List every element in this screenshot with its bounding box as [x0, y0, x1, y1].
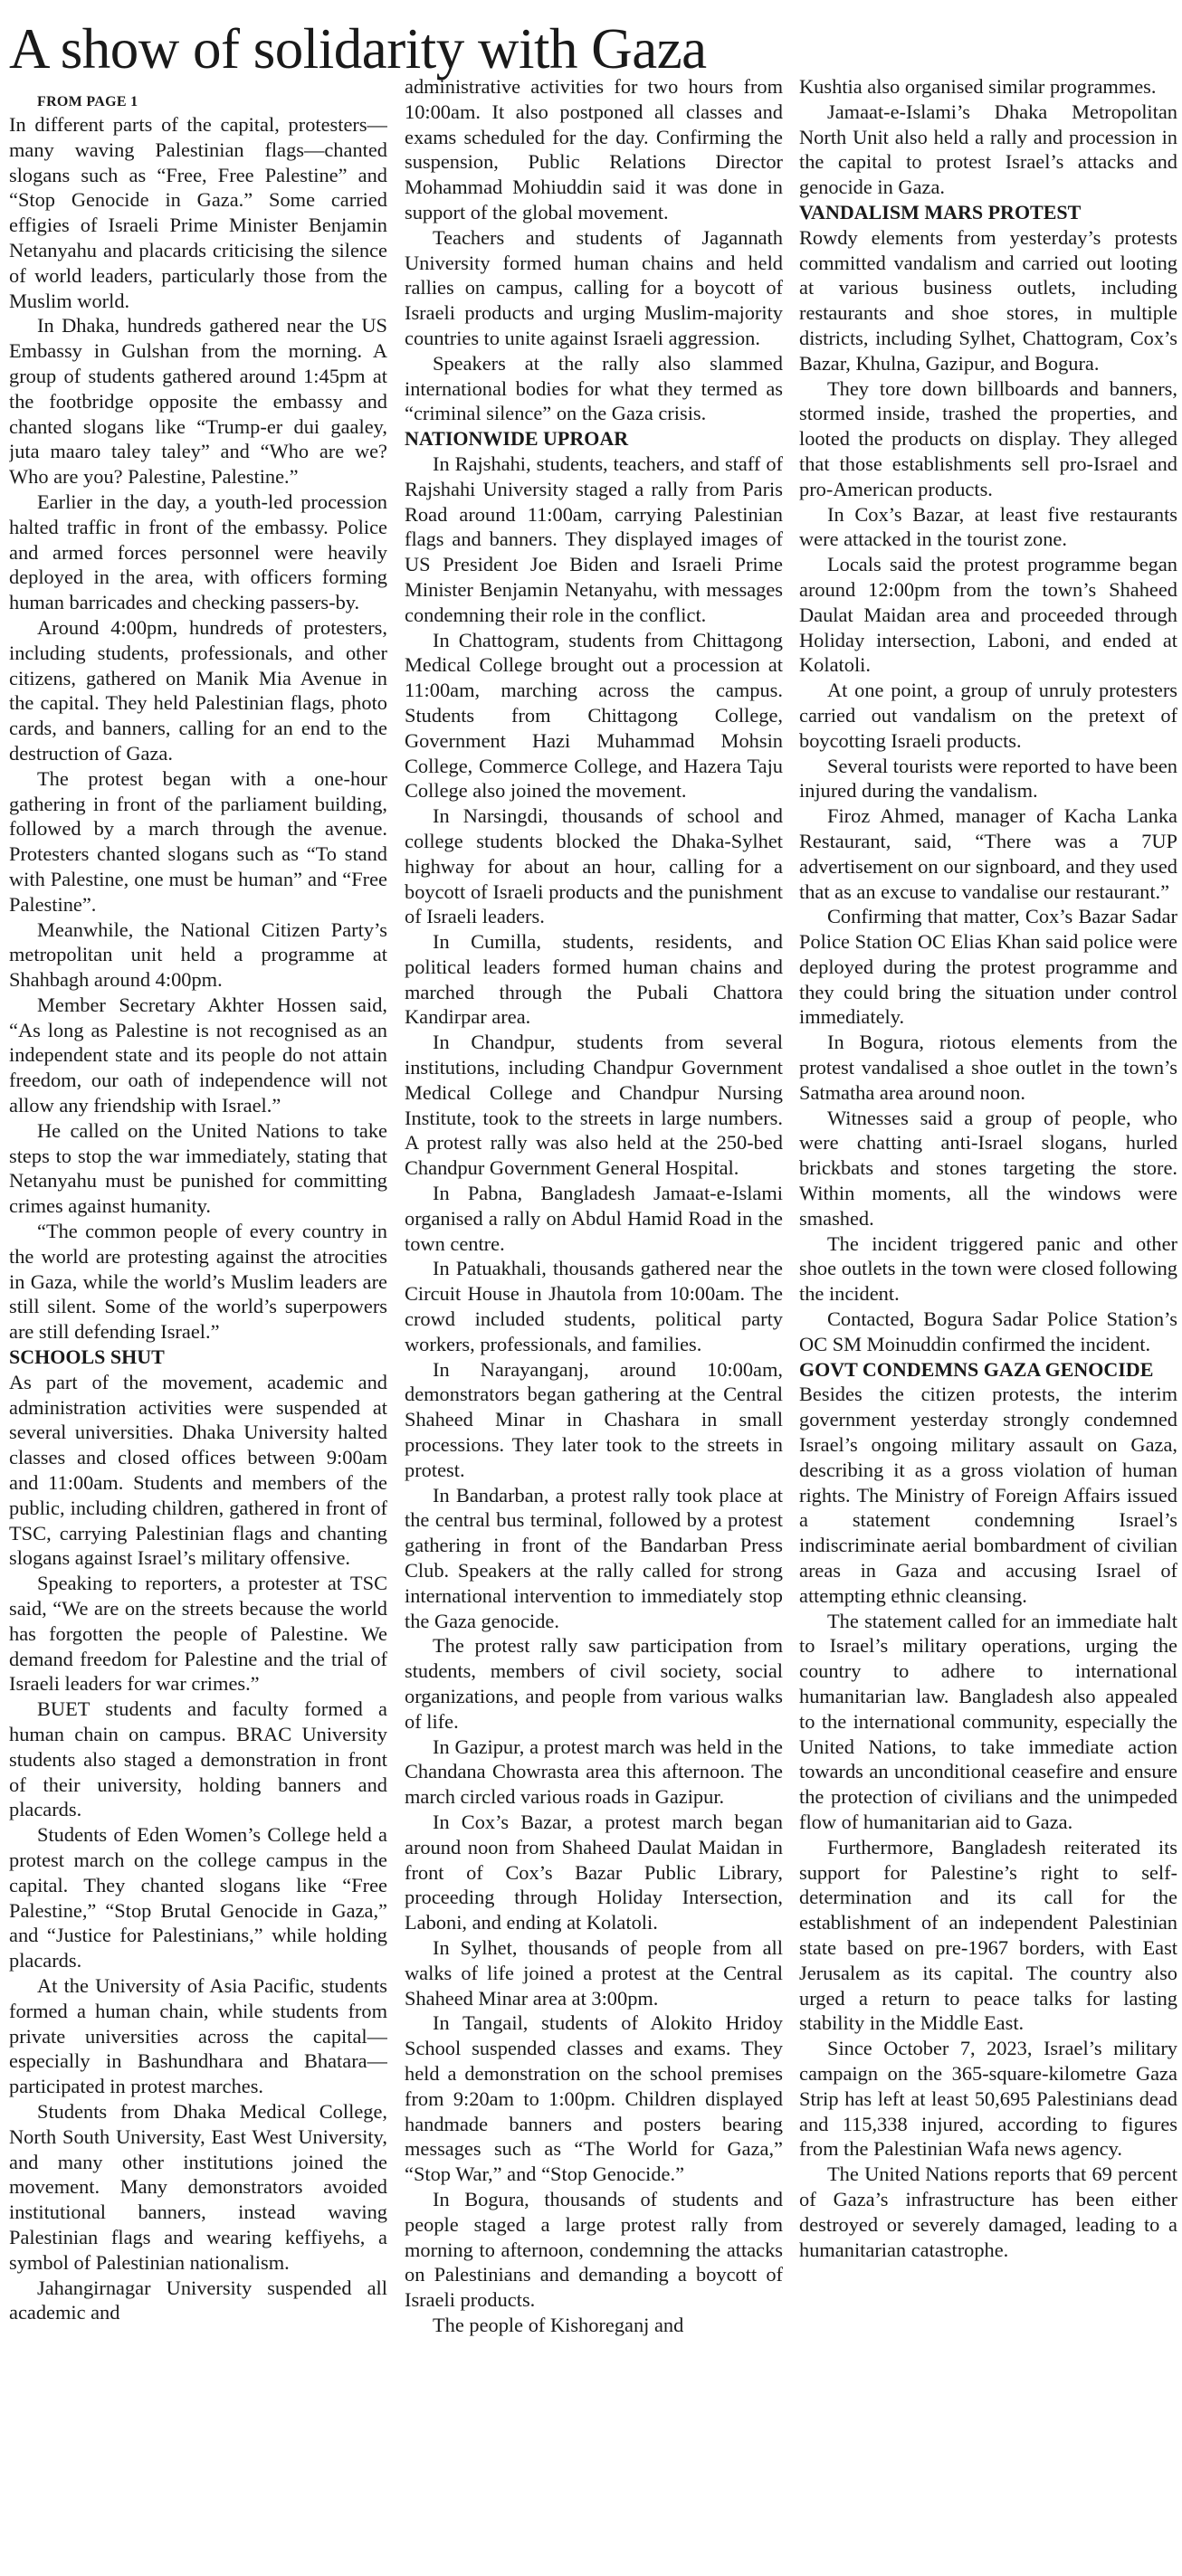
paragraph: Jahangirnagar University suspended all academic and	[9, 2276, 387, 2324]
paragraph: In different parts of the capital, protesters—many waving Palestinian flags—chanted slogans such as “Free, Free Palestine” and “Stop Genocide in Gaza.” Some carried effigies of Israeli Prime Minister Benjamin Netanyahu and placards criticising the silence of world leaders, particularly those from the Muslim world.	[9, 113, 387, 312]
paragraph: In Bandarban, a protest rally took place at the central bus terminal, followed by a protest gathering in front of the Bandarban Press Club. Speakers at the rally called for strong international intervention to immediately stop the Gaza genocide.	[405, 1483, 783, 1632]
paragraph: Kushtia also organised similar programmes.	[799, 75, 1157, 98]
column-1	[9, 94, 387, 2571]
paragraph: Witnesses said a group of people, who were chatting anti-Israel slogans, hurled brickbats and stones targeting the store. Within moments, all the windows were smashed.	[799, 1106, 1177, 1230]
paragraph: Speakers at the rally also slammed international bodies for what they termed as “criminal silence” on the Gaza crisis.	[405, 351, 783, 425]
paragraph: In Bogura, thousands of students and people staged a large protest rally from morning to afternoon, condemning the attacks on Palestinians and demanding a boycott of Israeli products.	[405, 2187, 783, 2312]
paragraph: In Rajshahi, students, teachers, and staff of Rajshahi University staged a rally from Paris Road around 11:00am, carrying Palestinian flags and banners. They displayed images of US President Joe Biden and Israeli Prime Minister Benjamin Netanyahu, with messages condemning their role in the conflict.	[405, 452, 783, 626]
paragraph: Since October 7, 2023, Israel’s military campaign on the 365-square-kilometre Gaza Strip has left at least 50,695 Palestinians dead and 115,338 injured, according to figures from the Palestinian Wafa news agency.	[799, 2037, 1177, 2161]
paragraph: The protest rally saw participation from students, members of civil society, social organizations, and people from various walks of life.	[405, 1634, 783, 1733]
paragraph: Member Secretary Akhter Hossen said, “As long as Palestine is not recognised as an independent state and its people do not attain freedom, our oath of independence will not allow any friendship with Israel.”	[9, 993, 387, 1117]
headline: A show of solidarity with Gaza	[9, 17, 707, 81]
paragraph: Speaking to reporters, a protester at TSC said, “We are on the streets because the world has forgotten the people of Palestine. We demand freedom for Palestine and the trial of Israeli leaders for war crimes.”	[9, 1572, 387, 1696]
kicker: FROM PAGE 1	[37, 94, 138, 109]
paragraph: In Tangail, students of Alokito Hridoy School suspended classes and exams. They held a demonstration on the school premises from 9:20am to 1:00pm. Children displayed handmade banners and posters bearing messages such as “The World for Gaza,” “Stop War,” and “Stop Genocide.”	[405, 2011, 783, 2186]
paragraph: Around 4:00pm, hundreds of protesters, including students, professionals, and other citizens, gathered on Manik Mia Avenue in the capital. They held Palestinian flags, photo cards, and banners, calling for an end to the destruction of Gaza.	[9, 615, 387, 765]
paragraph: In Chandpur, students from several institutions, including Chandpur Government Medical College and Chandpur Nursing Institute, took to the streets in large numbers. A protest rally was also held at the 250-bed Chandpur Government General Hospital.	[405, 1031, 783, 1180]
paragraph: In Bogura, riotous elements from the protest vandalised a shoe outlet in the town’s Satmatha area around noon.	[799, 1031, 1177, 1104]
paragraph: BUET students and faculty formed a human chain on campus. BRAC University students also staged a demonstration in front of their university, holding banners and placards.	[9, 1697, 387, 1821]
paragraph: In Narsingdi, thousands of school and college students blocked the Dhaka-Sylhet highway for about an hour, calling for a boycott of Israeli products and the punishment of Israeli leaders.	[405, 804, 783, 928]
paragraph: In Cumilla, students, residents, and political leaders formed human chains and marched through the Pubali Chattora Kandirpar area.	[405, 930, 783, 1029]
paragraph: In Cox’s Bazar, a protest march began around noon from Shaheed Daulat Maidan in front of Cox’s Bazar Public Library, proceeding through Holiday Intersection, Laboni, and ending at Kolatoli.	[405, 1810, 783, 1934]
paragraph: Firoz Ahmed, manager of Kacha Lanka Restaurant, said, “There was a 7UP advertisement on our signboard, and they used that as an excuse to vandalise our restaurant.”	[799, 804, 1177, 903]
subhead: GOVT CONDEMNS GAZA GENOCIDE	[799, 1357, 1154, 1381]
paragraph: At one point, a group of unruly protesters carried out vandalism on the pretext of boycotting Israeli products.	[799, 679, 1177, 752]
subhead: VANDALISM MARS PROTEST	[799, 200, 1082, 223]
paragraph: The statement called for an immediate halt to Israel’s military operations, urging the country to adhere to international humanitarian law. Bangladesh also appealed to the international community, especially the United Nations, to take immediate action towards an unconditional ceasefire and ensure the protection of civilians and the unimpeded flow of humanitarian aid to Gaza.	[799, 1609, 1177, 1833]
paragraph: Students from Dhaka Medical College, North South University, East West University, and many other institutions joined the movement. Many demonstrators avoided institutional banners, instead waving Palestinian flags and wearing keffiyehs, a symbol of Palestinian nationalism.	[9, 2099, 387, 2274]
paragraph: At the University of Asia Pacific, students formed a human chain, while students from private universities across the capital—especially in Bashundhara and Bhatara—participated in protest marches.	[9, 1973, 387, 2098]
subhead: NATIONWIDE UPROAR	[405, 427, 629, 451]
paragraph: He called on the United Nations to take steps to stop the war immediately, stating that Netanyahu must be punished for committing crimes against humanity.	[9, 1118, 387, 1218]
paragraph: In Dhaka, hundreds gathered near the US Embassy in Gulshan from the morning. A group of students gathered around 1:45pm at the footbridge opposite the embassy and chanted slogans like “Trump-er dui gaaley, juta maaro taley taley” and “Who are we? Who are you? Palestine, Palestine.”	[9, 314, 387, 489]
paragraph: In Chattogram, students from Chittagong Medical College brought out a procession at 11:00am, marching across the campus. Students from Chittagong College, Government Hazi Muhammad Mohsin College, Commerce College, and Hazera Taju College also joined the movement.	[405, 628, 783, 803]
paragraph: In Cox’s Bazar, at least five restaurants were attacked in the tourist zone.	[799, 502, 1177, 551]
paragraph: In Pabna, Bangladesh Jamaat-e-Islami organised a rally on Abdul Hamid Road in the town centre.	[405, 1182, 783, 1255]
column-2	[405, 74, 783, 2571]
paragraph: Meanwhile, the National Citizen Party’s metropolitan unit held a programme at Shahbagh around 4:00pm.	[9, 917, 387, 992]
paragraph: The people of Kishoreganj and	[433, 2313, 684, 2336]
paragraph: In Sylhet, thousands of people from all walks of life joined a protest at the Central Shaheed Minar area at 3:00pm.	[405, 1935, 783, 2010]
subhead: SCHOOLS SHUT	[9, 1345, 165, 1369]
paragraph: They tore down billboards and banners, stormed inside, trashed the properties, and looted the products on display. They alleged that those establishments sell pro-Israel and pro-American products.	[799, 376, 1177, 500]
paragraph: The incident triggered panic and other shoe outlets in the town were closed following the incident.	[799, 1231, 1177, 1306]
paragraph: Students of Eden Women’s College held a protest march on the college campus in the capital. They chanted slogans like “Free Palestine,” “Stop Brutal Genocide in Gaza,” and “Justice for Palestinians,” while holding placards.	[9, 1823, 387, 1972]
paragraph: Rowdy elements from yesterday’s protests committed vandalism and carried out looting at various business outlets, including restaurants and shoe stores, in multiple districts, including Sylhet, Chattogram, Cox’s Bazar, Khulna, Gazipur, and Bogura.	[799, 225, 1177, 375]
paragraph: Earlier in the day, a youth-led procession halted traffic in front of the embassy. Police and armed forces personnel were heavily deployed in the area, with officers forming human barricades and checking passers-by.	[9, 490, 387, 614]
column-3	[799, 74, 1177, 2571]
paragraph: Jamaat-e-Islami’s Dhaka Metropolitan North Unit also held a rally and procession in the capital to protest Israel’s attacks and genocide in Gaza.	[799, 100, 1177, 199]
paragraph: The protest began with a one-hour gathering in front of the parliament building, followed by a march through the avenue. Protesters chanted slogans such as “To stand with Palestine, one must be human” and “Free Palestine”.	[9, 766, 387, 916]
paragraph: “The common people of every country in the world are protesting against the atrocities in Gaza, while the world’s Muslim leaders are still silent. Some of the world’s superpowers are still defending Israel.”	[9, 1220, 387, 1344]
paragraph: Teachers and students of Jagannath University formed human chains and held rallies on campus, calling for a boycott of Israeli products and urging Muslim-majority countries to unite against Israeli aggression.	[405, 225, 783, 349]
paragraph: Confirming that matter, Cox’s Bazar Sadar Police Station OC Elias Khan said police were deployed during the protest programme and they could bring the situation under control immediately.	[799, 905, 1177, 1029]
paragraph: Contacted, Bogura Sadar Police Station’s OC SM Moinuddin confirmed the incident.	[799, 1307, 1177, 1355]
paragraph: administrative activities for two hours from 10:00am. It also postponed all classes and exams scheduled for the day. Confirming the suspension, Public Relations Director Mohammad Mohiuddin said it was done in support of the global movement.	[405, 75, 783, 223]
paragraph: Furthermore, Bangladesh reiterated its support for Palestine’s right to self-determination and its call for the establishment of an independent Palestinian state based on pre-1967 borders, with East Jerusalem as its capital. The country also urged a return to peace talks for lasting stability in the Middle East.	[799, 1835, 1177, 2035]
paragraph: As part of the movement, academic and administration activities were suspended at several universities. Dhaka University halted classes and closed offices between 9:00am and 11:00am. Students and members of the public, including children, gathered in front of TSC, carrying Palestinian flags and chanting slogans against Israel’s military offensive.	[9, 1370, 387, 1570]
paragraph: In Narayanganj, around 10:00am, demonstrators began gathering at the Central Shaheed Minar in Chashara in small processions. They later took to the streets in protest.	[405, 1357, 783, 1481]
kicker-wrap	[9, 94, 387, 112]
paragraph: Besides the citizen protests, the interim government yesterday strongly condemned Israel’s ongoing military assault on Gaza, describing it as a gross violation of human rights. The Ministry of Foreign Affairs issued a statement condemning Israel’s indiscriminate aerial bombardment of civilian areas in Gaza and accusing Israel of attempting ethnic cleansing.	[799, 1383, 1177, 1607]
paragraph: Locals said the protest programme began around 12:00pm from the town’s Shaheed Daulat Maidan area and proceeded through Holiday intersection, Laboni, and ended at Kolatoli.	[799, 553, 1177, 677]
paragraph: The United Nations reports that 69 percent of Gaza’s infrastructure has been either destroyed or severely damaged, leading to a humanitarian catastrophe.	[799, 2163, 1177, 2261]
paragraph: Several tourists were reported to have been injured during the vandalism.	[799, 754, 1177, 803]
paragraph: In Gazipur, a protest march was held in the Chandana Chowrasta area this afternoon. The march circled various roads in Gazipur.	[405, 1735, 783, 1809]
paragraph: In Patuakhali, thousands gathered near the Circuit House in Jhautola from 10:00am. The crowd included students, political party workers, professionals, and families.	[405, 1257, 783, 1355]
